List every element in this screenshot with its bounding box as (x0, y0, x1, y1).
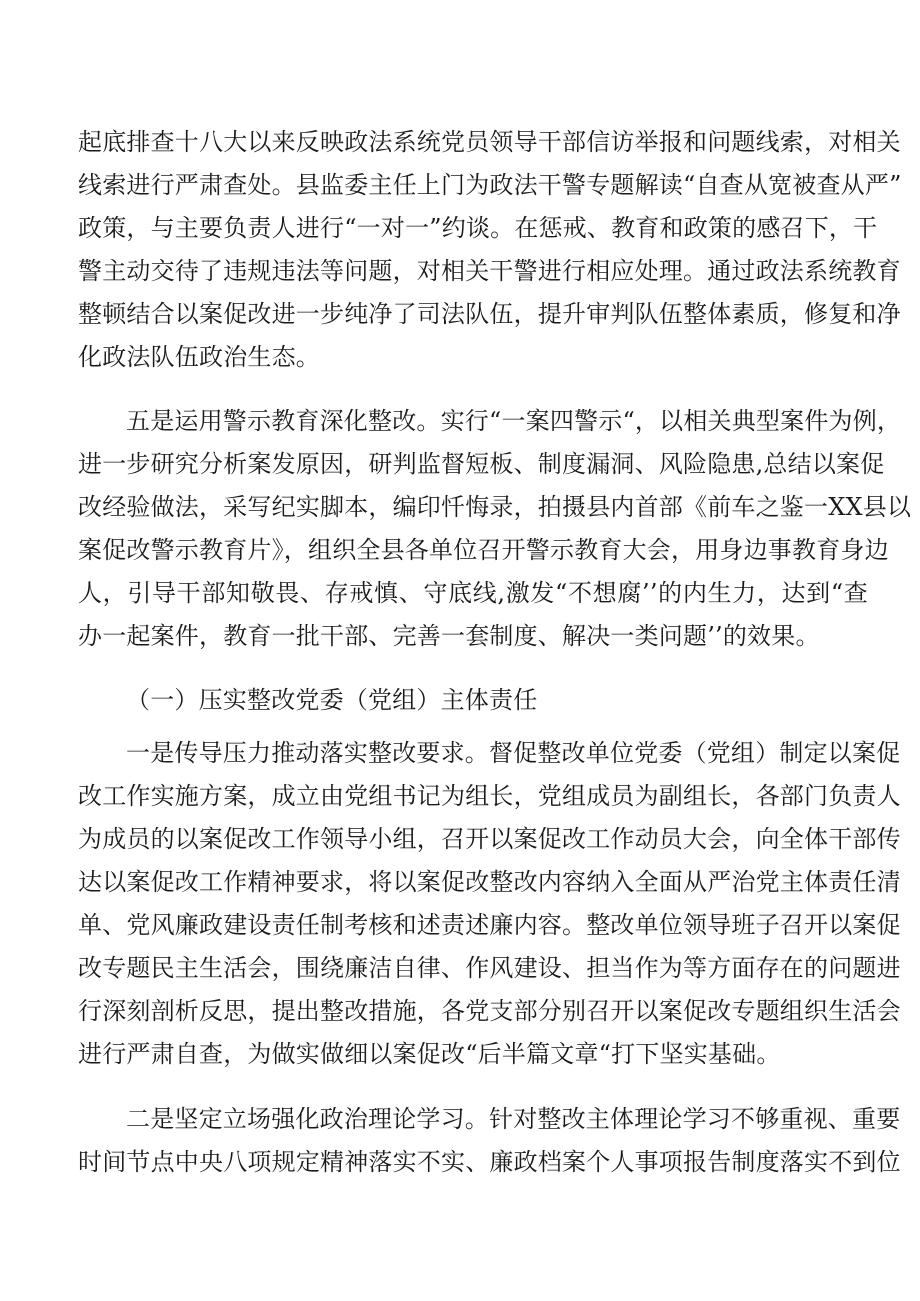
paragraph-line: 一是传导压力推动落实整改要求。督促整改单位党委（党组）制定以案促 (126, 739, 901, 767)
paragraph-line: 人，引导干部知敬畏、存戒慎、守底线,激发“不想腐’’的内生力，达到“查 (78, 579, 868, 607)
paragraph-line: 时间节点中央八项规定精神落实不实、廉政档案个人事项报告制度落实不到位 (78, 1148, 901, 1176)
paragraph-line: 达以案促改工作精神要求，将以案促改整改内容纳入全面从严治党主体责任清 (78, 868, 901, 896)
paragraph-line: 改经验做法，采写纪实脚本，编印忏悔录，拍摄县内首部《前车之鉴一XX县以 (78, 493, 912, 521)
paragraph-line: 进行严肃自查，为做实做细以案促改“后半篇文章“打下坚实基础。 (78, 1040, 781, 1068)
paragraph-line: 改工作实施方案，成立由党组书记为组长，党组成员为副组长，各部门负责人 (78, 782, 901, 810)
paragraph-line: 进一步研究分析案发原因，研判监督短板、制度漏洞、风险隐患,总结以案促 (78, 450, 885, 478)
paragraph-line: 二是坚定立场强化政治理论学习。针对整改主体理论学习不够重视、重要 (126, 1105, 901, 1133)
paragraph-line: 化政法队伍政治生态。 (78, 343, 320, 371)
paragraph-line: 行深刻剖析反思，提出整改措施，各党支部分别召开以案促改专题组织生活会 (78, 997, 901, 1025)
paragraph-line: 为成员的以案促改工作领导小组，召开以案促改工作动员大会，向全体干部传 (78, 825, 901, 853)
paragraph-line: 单、党风廉政建设责任制考核和述责述廉内容。整改单位领导班子召开以案促 (78, 911, 901, 939)
paragraph-line: 政策，与主要负责人进行“一对一”约谈。在惩戒、教育和政策的感召下，干 (78, 214, 878, 242)
paragraph-line: 整顿结合以案促改进一步纯净了司法队伍，提升审判队伍整体素质，修复和净 (78, 300, 901, 328)
paragraph-line: 办一起案件，教育一批干部、完善一套制度、解决一类问题’’的效果。 (78, 622, 820, 650)
paragraph-line: 起底排查十八大以来反映政法系统党员领导干部信访举报和问题线索，对相关 (78, 128, 901, 156)
paragraph-line: 五是运用警示教育深化整改。实行“一案四警示“，以相关典型案件为例， (126, 407, 902, 435)
paragraph-line: 线索进行严肃查处。县监委主任上门为政法干警专题解读“自查从宽被查从严” (78, 171, 902, 199)
section-heading: （一）压实整改党委（党组）主体责任 (126, 686, 538, 714)
paragraph-line: 改专题民主生活会，围绕廉洁自律、作风建设、担当作为等方面存在的问题进 (78, 954, 901, 982)
paragraph-line: 案促改警示教育片》，组织全县各单位召开警示教育大会，用身边事教育身边 (78, 536, 889, 564)
paragraph-line: 警主动交待了违规违法等问题，对相关干警进行相应处理。通过政法系统教育 (78, 257, 901, 285)
